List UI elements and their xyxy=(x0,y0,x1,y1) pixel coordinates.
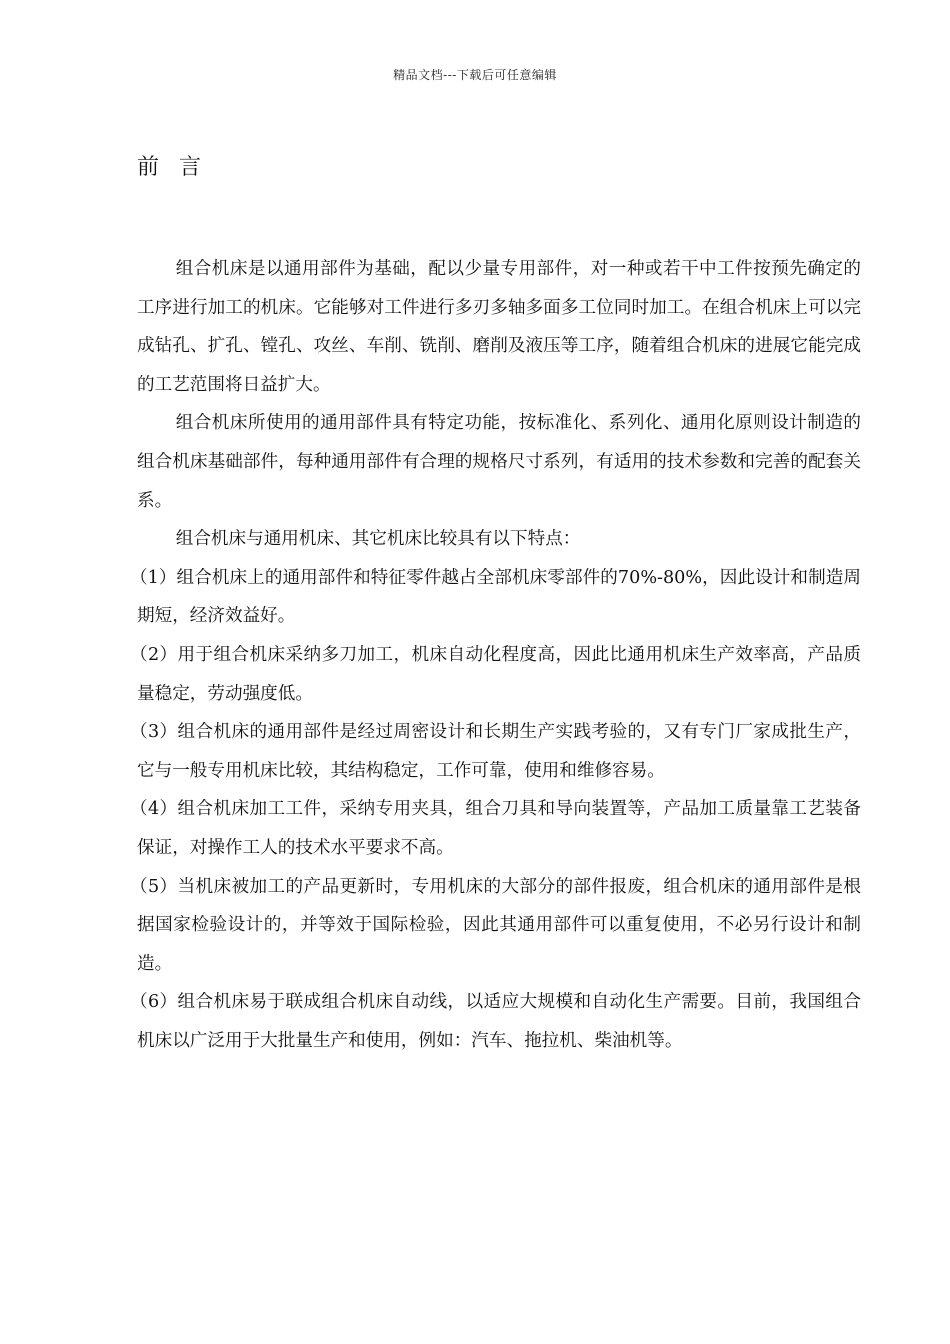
feature-item-1: （1）组合机床上的通用部件和特征零件越占全部机床零部件的70%-80%，因此设计和制造周期短，经济效益好。 xyxy=(129,567,861,627)
feature-item-2: （2）用于组合机床采纳多刀加工，机床自动化程度高，因此比通用机床生产效率高，产品质量稳定，劳动强度低。 xyxy=(129,644,861,704)
page-title: 前言 xyxy=(137,155,222,180)
feature-item-3: （3）组合机床的通用部件是经过周密设计和长期生产实践考验的，又有专门厂家成批生产，它与一般专用机床比较，其结构稳定，工作可靠，使用和维修容易。 xyxy=(129,722,861,781)
document-body xyxy=(129,250,861,1060)
page-header-note: 精品文档---下载后可任意编辑 xyxy=(393,68,557,82)
feature-item-6: （6）组合机床易于联成组合机床自动线，以适应大规模和自动化生产需要。目前，我国组合机床以广泛用于大批量生产和使用，例如：汽车、拖拉机、柴油机等。 xyxy=(129,992,861,1051)
paragraph-general-parts: 组合机床所使用的通用部件具有特定功能，按标准化、系列化、通用化原则设计制造的组合机床基础部件，每种通用部件有合理的规格尺寸系列，有适用的技术参数和完善的配套关系。 xyxy=(137,413,861,511)
feature-item-5: （5）当机床被加工的产品更新时，专用机床的大部分的部件报废，组合机床的通用部件是根据国家检验设计的，并等效于国际检验，因此其通用部件可以重复使用，不必另行设计和制造。 xyxy=(129,876,861,974)
paragraph-features-lead: 组合机床与通用机床、其它机床比较具有以下特点： xyxy=(175,529,581,550)
feature-item-4: （4）组合机床加工工件，采纳专用夹具，组合刀具和导向装置等，产品加工质量靠工艺装备保证，对操作工人的技术水平要求不高。 xyxy=(129,799,861,858)
paragraph-intro: 组合机床是以通用部件为基础，配以少量专用部件，对一种或若干中工件按预先确定的工序进行加工的机床。它能够对工件进行多刃多轴多面多工位同时加工。在组合机床上可以完成钻孔、扩孔、镗孔、攻丝、车削、铣削、磨削及液压等工序，随着组合机床的进展它能完成的工艺范围将日益扩大。 xyxy=(137,259,861,395)
